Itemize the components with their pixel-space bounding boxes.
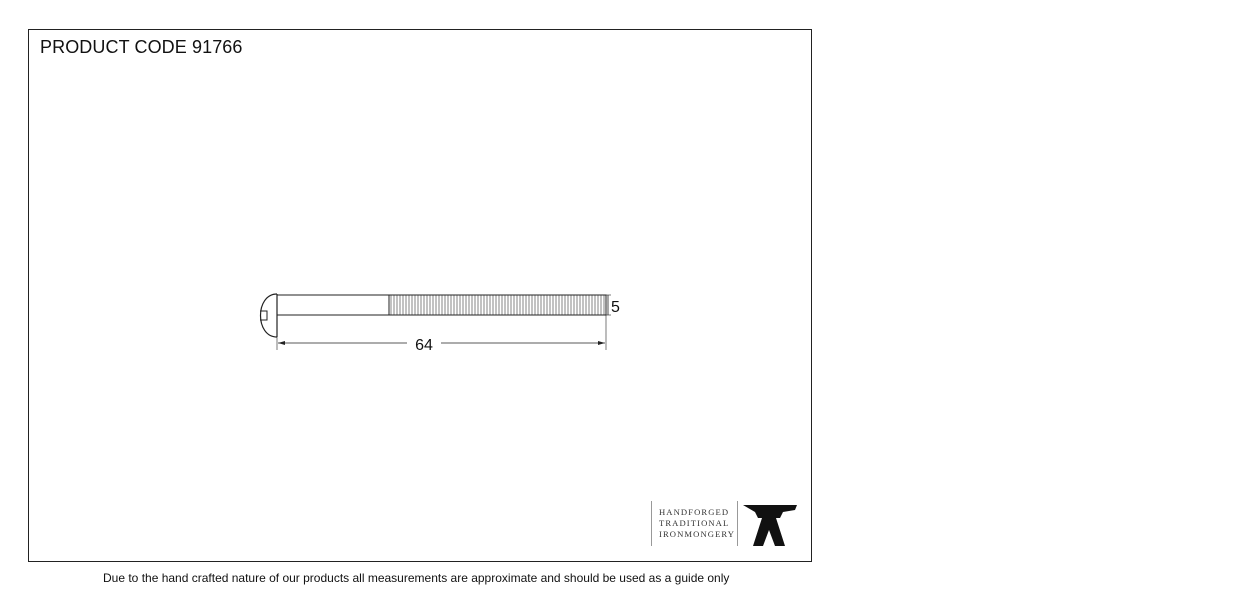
logo-divider-mid [737,501,738,546]
logo-line-3: IRONMONGERY [659,529,736,539]
logo-divider-left [651,501,652,546]
diameter-label: 5 [611,299,620,316]
logo-line-1: HANDFORGED [659,507,730,517]
disclaimer-text: Due to the hand crafted nature of our products all measurements are approximate and should be used as a guide only [103,571,730,585]
drawing-frame [28,29,812,562]
bolt-technical-drawing [29,30,813,563]
logo-wordmark [659,507,737,540]
bolt-shank [277,295,389,315]
length-arrow-left [278,341,285,345]
product-code-title: PRODUCT CODE 91766 [40,37,243,57]
length-arrow-right [598,341,605,345]
length-label: 64 [415,337,433,354]
bolt-head [261,294,278,337]
anvil-icon [743,502,797,548]
bolt-thread [389,295,606,315]
logo-line-2: TRADITIONAL [659,518,730,528]
